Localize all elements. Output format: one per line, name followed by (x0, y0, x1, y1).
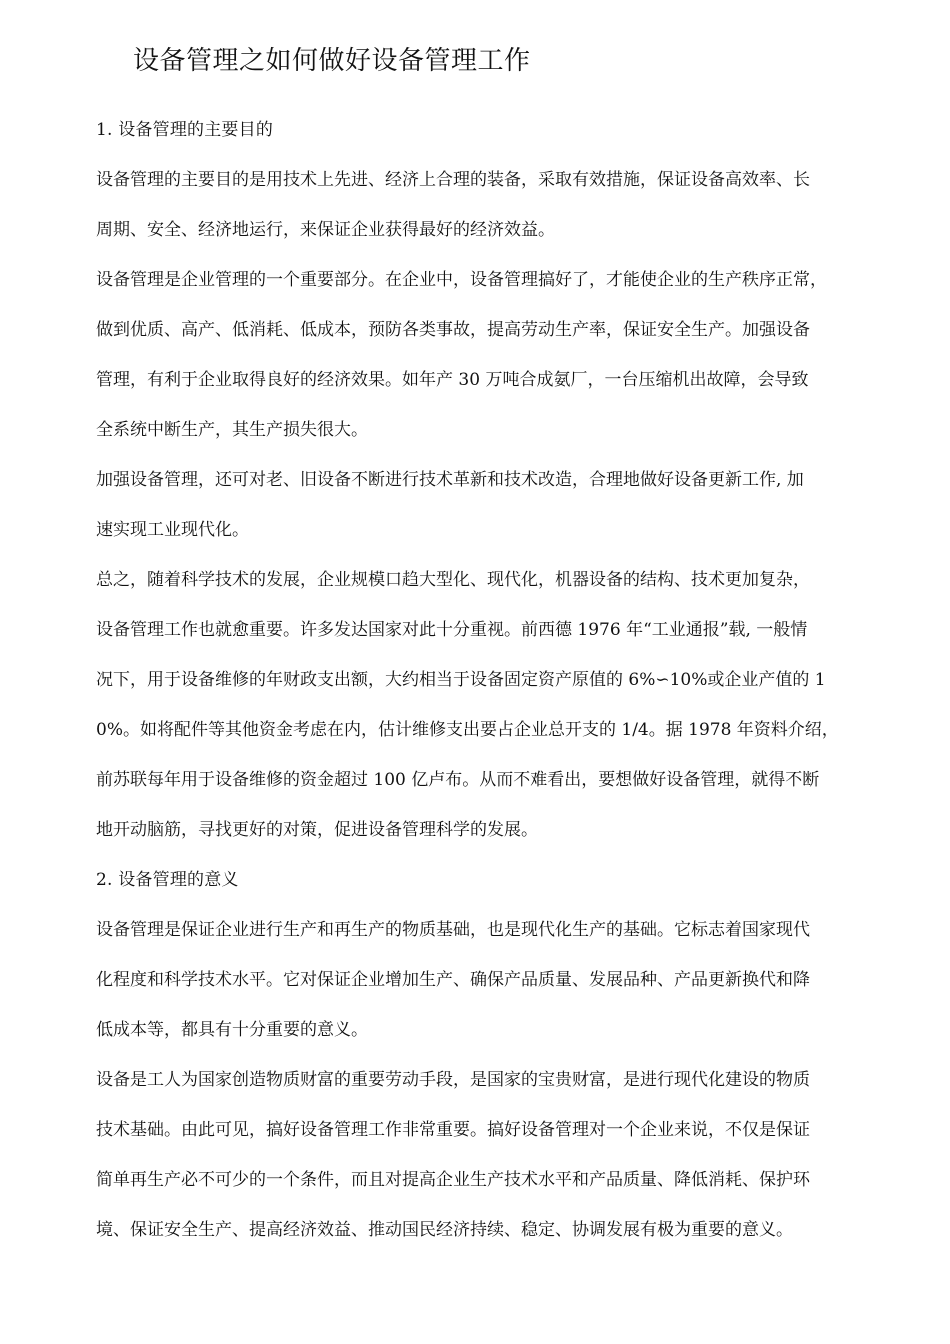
body-line: 做到优质、高产、低消耗、低成本，预防各类事故，提高劳动生产率，保证安全生产。加强设备 (96, 320, 810, 340)
body-line: 化程度和科学技术水平。它对保证企业增加生产、确保产品质量、发展品种、产品更新换代和降 (96, 970, 810, 990)
body-line: 境、保证安全生产、提高经济效益、推动国民经济持续、稳定、协调发展有极为重要的意义。 (96, 1220, 793, 1240)
body-line: 前苏联每年用于设备维修的资金超过 100 亿卢布。从而不难看出，要想做好设备管理，就得不断 (96, 770, 820, 790)
body-line: 周期、安全、经济地运行，来保证企业获得最好的经济效益。 (96, 220, 555, 240)
body-line: 全系统中断生产，其生产损失很大。 (96, 420, 368, 440)
body-line: 速实现工业现代化。 (96, 520, 249, 540)
body-line: 设备是工人为国家创造物质财富的重要劳动手段，是国家的宝贵财富，是进行现代化建设的物质 (96, 1070, 810, 1090)
body-line: 设备管理是保证企业进行生产和再生产的物质基础，也是现代化生产的基础。它标志着国家现代 (96, 920, 810, 940)
section-heading-1: 1. 设备管理的主要目的 (96, 120, 274, 140)
body-line: 设备管理工作也就愈重要。许多发达国家对此十分重视。前西德 1976 年“工业通报”载, 一般情 (96, 620, 808, 640)
document-body (96, 105, 866, 1255)
body-line: 简单再生产必不可少的一个条件，而且对提高企业生产技术水平和产品质量、降低消耗、保护环 (96, 1170, 810, 1190)
body-line: 0%。如将配件等其他资金考虑在内，估计维修支出要占企业总开支的 1/4。据 1978 年资料介绍， (96, 720, 839, 740)
document-title: 设备管理之如何做好设备管理工作 (133, 46, 531, 76)
section-heading-2: 2. 设备管理的意义 (96, 870, 239, 890)
body-line: 总之，随着科学技术的发展，企业规模口趋大型化、现代化，机器设备的结构、技术更加复杂， (96, 570, 810, 590)
body-line: 况下，用于设备维修的年财政支出额，大约相当于设备固定资产原值的 6%∽10%或企业产值的 1 (96, 670, 826, 690)
body-line: 管理，有利于企业取得良好的经济效果。如年产 30 万吨合成氨厂，一台压缩机出故障，会导致 (96, 370, 809, 390)
body-line: 低成本等，都具有十分重要的意义。 (96, 1020, 368, 1040)
body-line: 技术基础。由此可见，搞好设备管理工作非常重要。搞好设备管理对一个企业来说，不仅是保证 (96, 1120, 810, 1140)
body-line: 地开动脑筋，寻找更好的对策，促进设备管理科学的发展。 (96, 820, 538, 840)
body-line: 设备管理是企业管理的一个重要部分。在企业中，设备管理搞好了，才能使企业的生产秩序正常， (96, 270, 827, 290)
body-line: 设备管理的主要目的是用技术上先进、经济上合理的装备，采取有效措施，保证设备高效率、长 (96, 170, 810, 190)
body-line: 加强设备管理，还可对老、旧设备不断进行技术革新和技术改造，合理地做好设备更新工作, 加 (96, 470, 804, 490)
